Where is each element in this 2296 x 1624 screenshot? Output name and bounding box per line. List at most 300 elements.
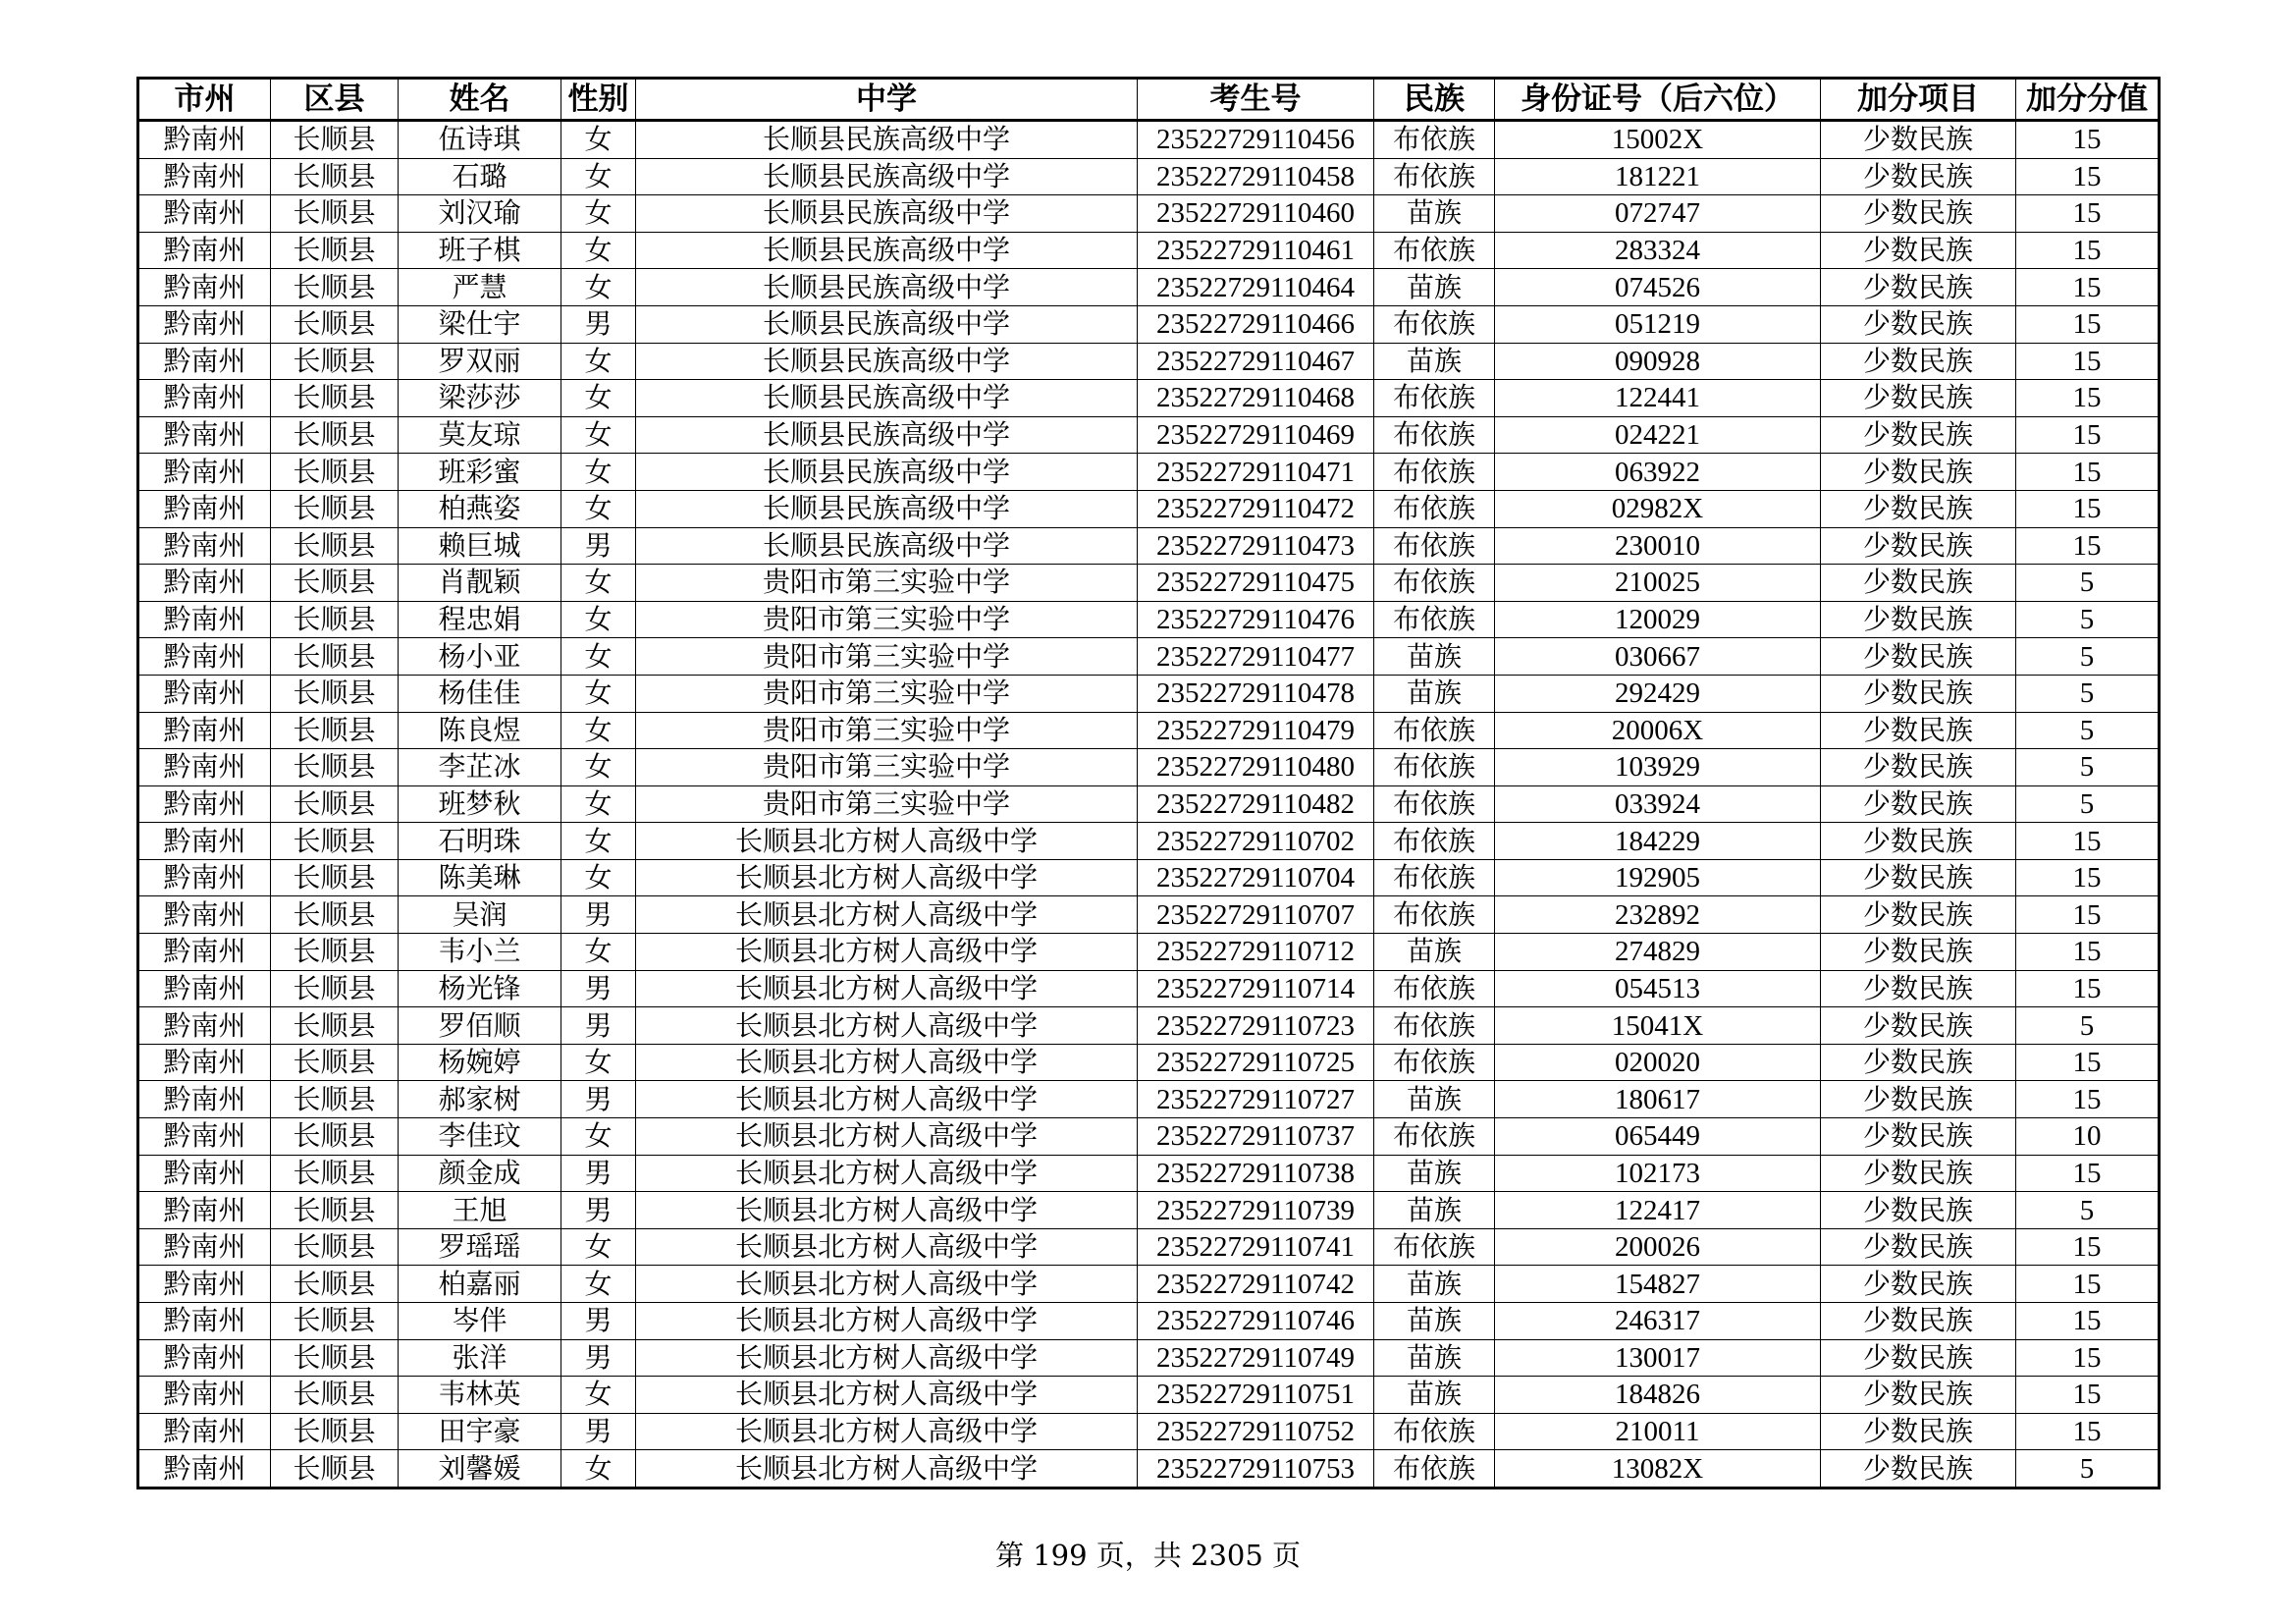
cell-ethnicity: 布依族 [1374,1450,1495,1489]
cell-school: 长顺县民族高级中学 [636,195,1138,233]
cell-city: 黔南州 [138,675,271,712]
table-row [138,1228,2160,1266]
cell-bonus-item: 少数民族 [1821,565,2016,602]
cell-bonus-value: 15 [2016,158,2160,195]
cell-bonus-item: 少数民族 [1821,1192,2016,1229]
cell-city: 黔南州 [138,1007,271,1045]
cell-name: 班彩蜜 [399,454,561,491]
cell-gender: 女 [561,823,636,860]
cell-bonus-value: 15 [2016,970,2160,1007]
cell-county: 长顺县 [271,1266,399,1303]
table-row [138,749,2160,786]
cell-id-last6: 030667 [1495,638,1821,676]
cell-school: 长顺县民族高级中学 [636,343,1138,380]
cell-exam-id: 23522729110458 [1138,158,1374,195]
table-row [138,1192,2160,1229]
cell-gender: 男 [561,1413,636,1450]
cell-bonus-value: 10 [2016,1118,2160,1156]
cell-ethnicity: 布依族 [1374,1044,1495,1081]
cell-name: 柏燕姿 [399,490,561,527]
cell-county: 长顺县 [271,121,399,159]
cell-gender: 女 [561,565,636,602]
cell-bonus-value: 5 [2016,1007,2160,1045]
cell-id-last6: 120029 [1495,601,1821,638]
cell-county: 长顺县 [271,527,399,565]
cell-gender: 女 [561,675,636,712]
table-row [138,527,2160,565]
cell-id-last6: 13082X [1495,1450,1821,1489]
cell-city: 黔南州 [138,896,271,934]
cell-gender: 女 [561,934,636,971]
table-row [138,269,2160,306]
cell-gender: 女 [561,1118,636,1156]
cell-county: 长顺县 [271,1192,399,1229]
cell-school: 长顺县北方树人高级中学 [636,1081,1138,1118]
cell-bonus-item: 少数民族 [1821,269,2016,306]
cell-bonus-value: 5 [2016,1450,2160,1489]
cell-bonus-item: 少数民族 [1821,712,2016,749]
cell-gender: 女 [561,121,636,159]
col-header-county: 区县 [271,79,399,121]
cell-id-last6: 063922 [1495,454,1821,491]
table-row [138,785,2160,823]
cell-name: 郝家树 [399,1081,561,1118]
cell-school: 长顺县民族高级中学 [636,158,1138,195]
cell-exam-id: 23522729110727 [1138,1081,1374,1118]
cell-city: 黔南州 [138,527,271,565]
cell-county: 长顺县 [271,343,399,380]
cell-city: 黔南州 [138,380,271,417]
cell-school: 长顺县民族高级中学 [636,380,1138,417]
cell-bonus-item: 少数民族 [1821,232,2016,269]
cell-gender: 男 [561,1155,636,1192]
table-row [138,195,2160,233]
cell-bonus-value: 15 [2016,416,2160,454]
cell-bonus-item: 少数民族 [1821,638,2016,676]
cell-ethnicity: 苗族 [1374,1081,1495,1118]
cell-bonus-value: 15 [2016,121,2160,159]
cell-bonus-value: 5 [2016,675,2160,712]
cell-name: 石明珠 [399,823,561,860]
cell-ethnicity: 苗族 [1374,195,1495,233]
cell-gender: 女 [561,343,636,380]
cell-id-last6: 051219 [1495,305,1821,343]
cell-bonus-value: 15 [2016,1044,2160,1081]
cell-bonus-value: 15 [2016,1266,2160,1303]
cell-gender: 女 [561,749,636,786]
table-row [138,343,2160,380]
cell-bonus-value: 15 [2016,343,2160,380]
cell-ethnicity: 布依族 [1374,1118,1495,1156]
cell-name: 李佳玟 [399,1118,561,1156]
cell-city: 黔南州 [138,1044,271,1081]
cell-name: 刘馨媛 [399,1450,561,1489]
cell-exam-id: 23522729110738 [1138,1155,1374,1192]
cell-name: 梁莎莎 [399,380,561,417]
cell-bonus-value: 15 [2016,1377,2160,1414]
cell-id-last6: 181221 [1495,158,1821,195]
col-header-bonus-item: 加分项目 [1821,79,2016,121]
cell-bonus-value: 15 [2016,454,2160,491]
cell-id-last6: 230010 [1495,527,1821,565]
cell-name: 肖靓颖 [399,565,561,602]
table-row [138,1303,2160,1340]
cell-name: 莫友琼 [399,416,561,454]
cell-bonus-item: 少数民族 [1821,1377,2016,1414]
cell-county: 长顺县 [271,712,399,749]
cell-gender: 男 [561,970,636,1007]
cell-bonus-item: 少数民族 [1821,416,2016,454]
cell-bonus-value: 15 [2016,1155,2160,1192]
cell-bonus-value: 15 [2016,380,2160,417]
table-row [138,1413,2160,1450]
cell-bonus-value: 5 [2016,749,2160,786]
cell-city: 黔南州 [138,1339,271,1377]
cell-name: 杨光锋 [399,970,561,1007]
cell-gender: 男 [561,1339,636,1377]
table-row [138,121,2160,159]
cell-city: 黔南州 [138,1303,271,1340]
cell-school: 长顺县北方树人高级中学 [636,1118,1138,1156]
cell-id-last6: 232892 [1495,896,1821,934]
cell-gender: 女 [561,785,636,823]
cell-ethnicity: 布依族 [1374,749,1495,786]
cell-exam-id: 23522729110478 [1138,675,1374,712]
cell-gender: 女 [561,1450,636,1489]
cell-bonus-item: 少数民族 [1821,1155,2016,1192]
cell-id-last6: 180617 [1495,1081,1821,1118]
cell-city: 黔南州 [138,601,271,638]
cell-exam-id: 23522729110472 [1138,490,1374,527]
cell-city: 黔南州 [138,1266,271,1303]
cell-name: 伍诗琪 [399,121,561,159]
cell-gender: 女 [561,158,636,195]
cell-city: 黔南州 [138,416,271,454]
cell-id-last6: 192905 [1495,859,1821,896]
cell-bonus-item: 少数民族 [1821,859,2016,896]
cell-county: 长顺县 [271,416,399,454]
cell-county: 长顺县 [271,1413,399,1450]
cell-bonus-item: 少数民族 [1821,527,2016,565]
cell-ethnicity: 布依族 [1374,1228,1495,1266]
cell-city: 黔南州 [138,121,271,159]
table-body [138,121,2160,1489]
cell-gender: 女 [561,601,636,638]
cell-city: 黔南州 [138,1413,271,1450]
cell-exam-id: 23522729110479 [1138,712,1374,749]
cell-school: 长顺县北方树人高级中学 [636,823,1138,860]
table-row [138,712,2160,749]
cell-county: 长顺县 [271,638,399,676]
cell-exam-id: 23522729110752 [1138,1413,1374,1450]
cell-gender: 女 [561,1377,636,1414]
cell-county: 长顺县 [271,896,399,934]
cell-exam-id: 23522729110477 [1138,638,1374,676]
col-header-exam-id: 考生号 [1138,79,1374,121]
table-row [138,380,2160,417]
cell-county: 长顺县 [271,785,399,823]
cell-name: 程忠娟 [399,601,561,638]
cell-ethnicity: 苗族 [1374,934,1495,971]
cell-city: 黔南州 [138,1081,271,1118]
cell-ethnicity: 布依族 [1374,896,1495,934]
cell-city: 黔南州 [138,269,271,306]
cell-county: 长顺县 [271,1155,399,1192]
table-row [138,859,2160,896]
cell-city: 黔南州 [138,1118,271,1156]
cell-bonus-value: 15 [2016,305,2160,343]
cell-bonus-item: 少数民族 [1821,1118,2016,1156]
cell-city: 黔南州 [138,712,271,749]
cell-bonus-item: 少数民族 [1821,749,2016,786]
cell-id-last6: 210025 [1495,565,1821,602]
cell-school: 贵阳市第三实验中学 [636,565,1138,602]
cell-exam-id: 23522729110480 [1138,749,1374,786]
cell-county: 长顺县 [271,749,399,786]
table-row [138,565,2160,602]
cell-city: 黔南州 [138,232,271,269]
cell-city: 黔南州 [138,1377,271,1414]
cell-bonus-value: 15 [2016,934,2160,971]
cell-gender: 男 [561,527,636,565]
cell-ethnicity: 布依族 [1374,601,1495,638]
table-row [138,638,2160,676]
cell-exam-id: 23522729110476 [1138,601,1374,638]
cell-county: 长顺县 [271,380,399,417]
cell-exam-id: 23522729110725 [1138,1044,1374,1081]
cell-county: 长顺县 [271,970,399,1007]
cell-name: 刘汉瑜 [399,195,561,233]
cell-bonus-value: 5 [2016,638,2160,676]
cell-school: 长顺县北方树人高级中学 [636,859,1138,896]
cell-bonus-value: 15 [2016,232,2160,269]
cell-name: 颜金成 [399,1155,561,1192]
cell-name: 岑伴 [399,1303,561,1340]
col-header-name: 姓名 [399,79,561,121]
cell-exam-id: 23522729110468 [1138,380,1374,417]
cell-name: 石璐 [399,158,561,195]
cell-exam-id: 23522729110466 [1138,305,1374,343]
col-header-bonus-value: 加分分值 [2016,79,2160,121]
cell-school: 长顺县民族高级中学 [636,232,1138,269]
page-number: 第 199 页，共 2305 页 [994,1539,1302,1572]
table-row [138,1450,2160,1489]
cell-school: 长顺县北方树人高级中学 [636,970,1138,1007]
cell-bonus-item: 少数民族 [1821,1413,2016,1450]
cell-school: 长顺县北方树人高级中学 [636,1339,1138,1377]
table-row [138,454,2160,491]
cell-name: 陈美琳 [399,859,561,896]
table-row [138,232,2160,269]
cell-id-last6: 200026 [1495,1228,1821,1266]
cell-county: 长顺县 [271,1044,399,1081]
cell-exam-id: 23522729110467 [1138,343,1374,380]
cell-name: 杨佳佳 [399,675,561,712]
cell-ethnicity: 布依族 [1374,1007,1495,1045]
cell-bonus-item: 少数民族 [1821,601,2016,638]
cell-id-last6: 020020 [1495,1044,1821,1081]
cell-exam-id: 23522729110475 [1138,565,1374,602]
cell-school: 长顺县北方树人高级中学 [636,1155,1138,1192]
cell-city: 黔南州 [138,934,271,971]
cell-id-last6: 130017 [1495,1339,1821,1377]
table-row [138,1081,2160,1118]
cell-city: 黔南州 [138,343,271,380]
cell-gender: 女 [561,232,636,269]
cell-county: 长顺县 [271,158,399,195]
cell-exam-id: 23522729110739 [1138,1192,1374,1229]
cell-name: 田宇豪 [399,1413,561,1450]
table-row [138,934,2160,971]
cell-city: 黔南州 [138,305,271,343]
cell-exam-id: 23522729110461 [1138,232,1374,269]
cell-exam-id: 23522729110741 [1138,1228,1374,1266]
cell-school: 长顺县民族高级中学 [636,490,1138,527]
cell-name: 梁仕宇 [399,305,561,343]
table-row [138,416,2160,454]
cell-name: 王旭 [399,1192,561,1229]
cell-ethnicity: 布依族 [1374,1413,1495,1450]
cell-ethnicity: 布依族 [1374,712,1495,749]
cell-city: 黔南州 [138,1228,271,1266]
cell-id-last6: 184826 [1495,1377,1821,1414]
cell-school: 长顺县北方树人高级中学 [636,896,1138,934]
cell-gender: 男 [561,1081,636,1118]
cell-id-last6: 033924 [1495,785,1821,823]
cell-city: 黔南州 [138,195,271,233]
cell-ethnicity: 苗族 [1374,1339,1495,1377]
cell-city: 黔南州 [138,1155,271,1192]
cell-bonus-item: 少数民族 [1821,1007,2016,1045]
table-row [138,158,2160,195]
cell-id-last6: 274829 [1495,934,1821,971]
cell-bonus-value: 15 [2016,859,2160,896]
cell-bonus-item: 少数民族 [1821,823,2016,860]
cell-school: 长顺县北方树人高级中学 [636,1266,1138,1303]
cell-county: 长顺县 [271,1339,399,1377]
cell-school: 长顺县民族高级中学 [636,305,1138,343]
cell-school: 长顺县民族高级中学 [636,416,1138,454]
cell-id-last6: 210011 [1495,1413,1821,1450]
cell-school: 长顺县北方树人高级中学 [636,1377,1138,1414]
cell-exam-id: 23522729110702 [1138,823,1374,860]
cell-city: 黔南州 [138,970,271,1007]
cell-bonus-item: 少数民族 [1821,785,2016,823]
cell-county: 长顺县 [271,565,399,602]
cell-bonus-item: 少数民族 [1821,1044,2016,1081]
cell-bonus-item: 少数民族 [1821,195,2016,233]
cell-exam-id: 23522729110723 [1138,1007,1374,1045]
cell-bonus-value: 15 [2016,1339,2160,1377]
cell-bonus-item: 少数民族 [1821,1228,2016,1266]
cell-id-last6: 122441 [1495,380,1821,417]
cell-id-last6: 072747 [1495,195,1821,233]
cell-name: 杨婉婷 [399,1044,561,1081]
cell-school: 贵阳市第三实验中学 [636,785,1138,823]
col-header-school: 中学 [636,79,1138,121]
cell-county: 长顺县 [271,195,399,233]
table-row [138,1266,2160,1303]
cell-exam-id: 23522729110707 [1138,896,1374,934]
cell-ethnicity: 布依族 [1374,565,1495,602]
cell-exam-id: 23522729110704 [1138,859,1374,896]
cell-bonus-value: 15 [2016,1081,2160,1118]
cell-gender: 女 [561,638,636,676]
cell-gender: 女 [561,859,636,896]
cell-exam-id: 23522729110714 [1138,970,1374,1007]
cell-school: 贵阳市第三实验中学 [636,601,1138,638]
col-header-city: 市州 [138,79,271,121]
cell-county: 长顺县 [271,1450,399,1489]
cell-county: 长顺县 [271,1007,399,1045]
cell-county: 长顺县 [271,859,399,896]
cell-county: 长顺县 [271,1377,399,1414]
cell-ethnicity: 苗族 [1374,675,1495,712]
cell-id-last6: 283324 [1495,232,1821,269]
cell-bonus-value: 5 [2016,785,2160,823]
cell-ethnicity: 布依族 [1374,454,1495,491]
cell-bonus-item: 少数民族 [1821,490,2016,527]
cell-bonus-value: 15 [2016,527,2160,565]
cell-city: 黔南州 [138,1192,271,1229]
cell-ethnicity: 苗族 [1374,638,1495,676]
table-row [138,1155,2160,1192]
cell-name: 罗瑶瑶 [399,1228,561,1266]
cell-ethnicity: 布依族 [1374,380,1495,417]
cell-county: 长顺县 [271,305,399,343]
cell-name: 李芷冰 [399,749,561,786]
table-row [138,970,2160,1007]
cell-ethnicity: 苗族 [1374,343,1495,380]
cell-exam-id: 23522729110456 [1138,121,1374,159]
cell-id-last6: 292429 [1495,675,1821,712]
cell-bonus-item: 少数民族 [1821,896,2016,934]
cell-ethnicity: 布依族 [1374,490,1495,527]
cell-ethnicity: 苗族 [1374,1377,1495,1414]
cell-gender: 男 [561,305,636,343]
cell-name: 韦小兰 [399,934,561,971]
cell-exam-id: 23522729110751 [1138,1377,1374,1414]
cell-exam-id: 23522729110469 [1138,416,1374,454]
cell-bonus-item: 少数民族 [1821,343,2016,380]
cell-gender: 女 [561,380,636,417]
cell-bonus-value: 15 [2016,195,2160,233]
cell-exam-id: 23522729110712 [1138,934,1374,971]
cell-bonus-item: 少数民族 [1821,675,2016,712]
cell-bonus-value: 15 [2016,823,2160,860]
table-row [138,823,2160,860]
cell-school: 长顺县北方树人高级中学 [636,1192,1138,1229]
cell-county: 长顺县 [271,269,399,306]
cell-bonus-item: 少数民族 [1821,1339,2016,1377]
cell-city: 黔南州 [138,454,271,491]
cell-exam-id: 23522729110471 [1138,454,1374,491]
cell-ethnicity: 苗族 [1374,1303,1495,1340]
cell-bonus-item: 少数民族 [1821,970,2016,1007]
cell-county: 长顺县 [271,232,399,269]
cell-city: 黔南州 [138,1450,271,1489]
cell-name: 赖巨城 [399,527,561,565]
table-row [138,601,2160,638]
header-row [138,79,2160,121]
cell-id-last6: 054513 [1495,970,1821,1007]
cell-id-last6: 02982X [1495,490,1821,527]
cell-bonus-value: 5 [2016,565,2160,602]
cell-school: 贵阳市第三实验中学 [636,675,1138,712]
cell-gender: 男 [561,896,636,934]
cell-name: 杨小亚 [399,638,561,676]
cell-gender: 女 [561,195,636,233]
